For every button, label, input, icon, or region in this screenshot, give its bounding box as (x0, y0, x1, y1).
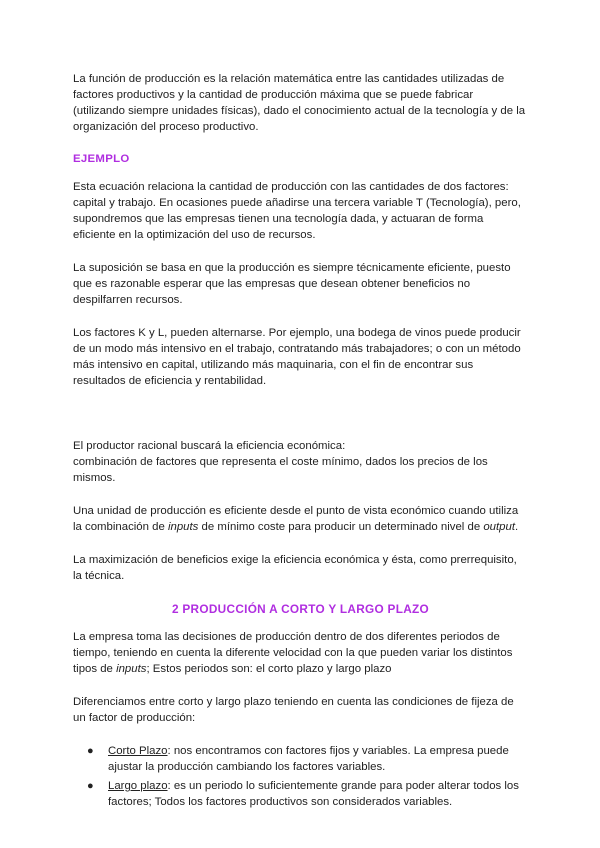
inputs-term: inputs (167, 521, 199, 533)
example-heading: EJEMPLO (73, 153, 130, 165)
list-item (73, 778, 528, 810)
intro-paragraph: La función de producción es la relación matemática entre las cantidades utilizadas de factores productivos y la cantidad de producción máxima que se puede fabricar (utilizando siempre unidades físicas), dado el conocimiento actual de la tecnología y de la organización del proceso productivo. (73, 73, 526, 133)
efficiency-line-1: El productor racional buscará la eficiencia económica: (73, 440, 346, 452)
periods-text-2: ; Estos periodos son: el corto plazo y largo plazo (146, 663, 392, 675)
list-item-text: : nos encontramos con factores fijos y variables. La empresa puede ajustar la producción cambiando los factores variables. (108, 745, 509, 773)
bullet-icon: ● (87, 745, 94, 757)
efficiency-paragraph (73, 438, 528, 486)
example-paragraph-1: Esta ecuación relaciona la cantidad de producción con las cantidades de dos factores: capital y trabajo. En ocasiones puede añadirse una tercera variable T (Tecnología), pero, supondremos que las empresas tienen una tecnología dada, y actuaran de forma eficiente en la optimización del uso de recursos. (73, 181, 521, 241)
list-item-term: Corto Plazo (108, 745, 168, 757)
spacer (73, 406, 528, 438)
example-paragraph-3: Los factores K y L, pueden alternarse. Por ejemplo, una bodega de vinos puede producir de un modo más intensivo en el trabajo, contratando más trabajadores; o con un método más intensivo en capital, utilizando más maquinaria, con el fin de encontrar sus resultados de eficiencia y rentabilidad. (73, 327, 521, 387)
example-paragraph-2: La suposición se basa en que la producción es siempre técnicamente eficiente, puesto que es razonable esperar que las empresas que desean obtener beneficios no despilfarren recursos. (73, 262, 511, 306)
periods-text-1: La empresa toma las decisiones de producción dentro de dos diferentes periodos de tiempo, teniendo en cuenta la diferente velocidad con la que pueden variar los distintos tipos de (73, 631, 513, 675)
maximization-paragraph: La maximización de beneficios exige la eficiencia económica y ésta, como prerrequisito, la técnica. (73, 554, 517, 582)
list-item-term: Largo plazo (108, 780, 168, 792)
efficient-unit-text-3: . (514, 521, 519, 533)
periods-paragraph (73, 629, 528, 677)
efficient-unit-paragraph (73, 503, 528, 535)
efficient-unit-text-1: Una unidad de producción es eficiente desde el punto de vista económico cuando utiliza la combinación de (73, 505, 519, 533)
periods-inputs-term: inputs (116, 663, 147, 675)
output-term: output (483, 521, 515, 533)
section-heading: 2 PRODUCCIÓN A CORTO Y LARGO PLAZO (171, 602, 430, 616)
differentiate-paragraph: Diferenciamos entre corto y largo plazo teniendo en cuenta las condiciones de fijeza de un factor de producción: (73, 696, 514, 724)
list-item-text: : es un periodo lo suficientemente grande para poder alterar todos los factores; Todos los factores productivos son considerados variables. (108, 780, 519, 808)
bullet-icon: ● (87, 780, 94, 792)
document-page (73, 71, 528, 813)
plazo-list (73, 743, 528, 810)
efficiency-line-2: combinación de factores que representa el coste mínimo, dados los precios de los mismos. (73, 456, 488, 484)
efficient-unit-text-2: de mínimo coste para producir un determinado nivel de (198, 521, 484, 533)
list-item (73, 743, 528, 775)
